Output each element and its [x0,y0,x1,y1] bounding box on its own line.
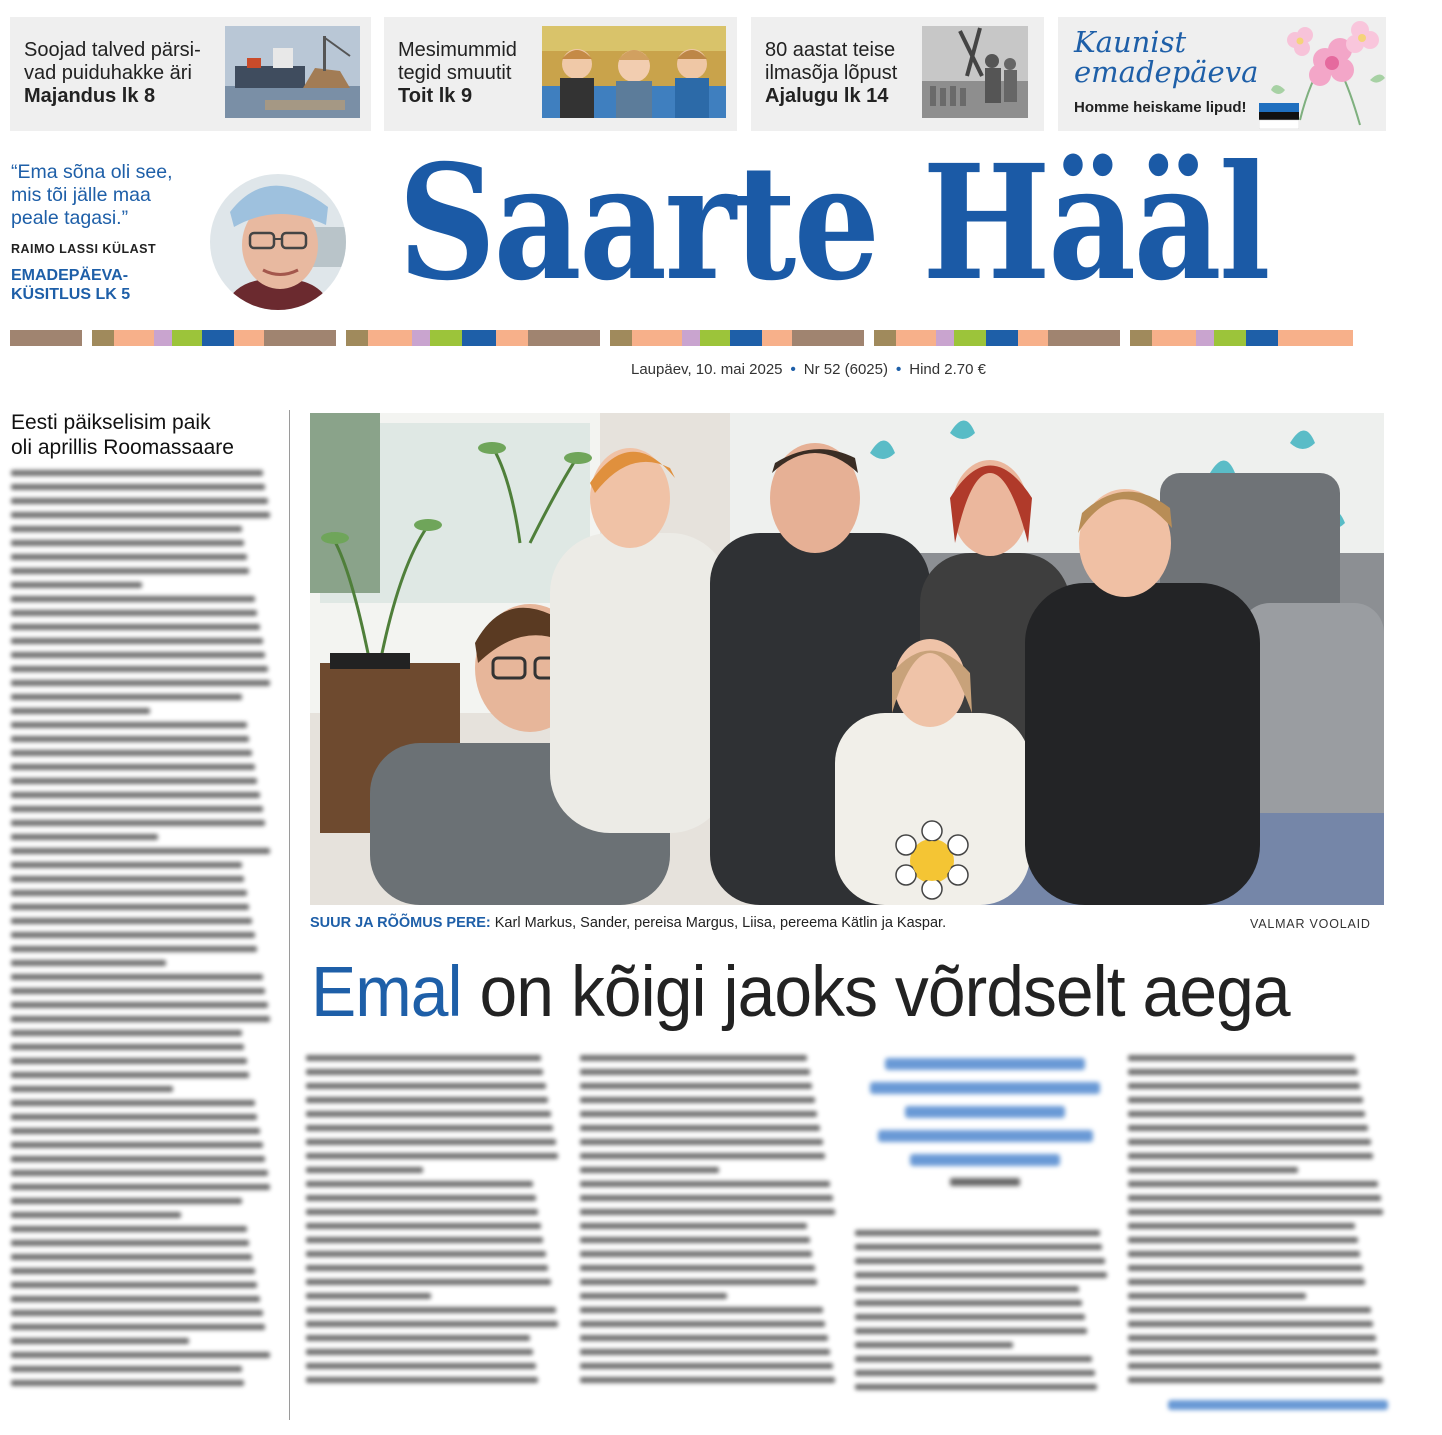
blurred-text-line [580,1181,830,1187]
blurred-text-line [580,1125,820,1131]
blurred-text-line [11,918,252,924]
portrait-avatar [208,167,348,312]
blurred-text-line [306,1055,541,1061]
blurred-text-line [11,596,255,602]
blurred-text-line [1128,1139,1371,1145]
blurred-text-line [306,1097,548,1103]
blurred-text-line [306,1377,538,1383]
blurred-text-line [306,1349,533,1355]
main-headline[interactable] [311,948,1290,1038]
blurred-text-line [306,1167,423,1173]
blurred-text-line [1128,1209,1383,1215]
blurred-text-line [11,876,244,882]
blurred-text-line [1128,1335,1376,1341]
blurred-text-line [580,1153,825,1159]
blurred-text-line [1128,1293,1306,1299]
blurred-text-line [855,1272,1107,1278]
headline-line: Eesti päikselisim paik [11,411,211,434]
blurred-text-line [855,1314,1085,1320]
blurred-text-line [580,1055,807,1061]
blurred-text-line [11,1338,189,1344]
headline-accent: Emal [311,953,462,1032]
dateline: Laupäev, 10. mai 2025 • Nr 52 (6025) • Hind 2.70 € [631,361,986,378]
article-column [1128,1055,1386,1391]
blurred-text-line [1128,1265,1363,1271]
blurred-text-line [11,470,263,476]
blurred-text-line [11,1156,265,1162]
blurred-text-line [11,554,247,560]
blurred-text-line [306,1181,533,1187]
blurred-text-line [580,1223,807,1229]
blurred-text-line [306,1125,553,1131]
blurred-text-line [580,1265,815,1271]
blurred-text-line [306,1139,556,1145]
blurred-text-line [306,1265,548,1271]
teaser-text [765,39,897,108]
blurred-text-line [306,1293,431,1299]
blurred-text-line [855,1258,1105,1264]
teaser-smoothie[interactable] [384,17,737,131]
blurred-text-line [580,1293,727,1299]
blurred-text-line [11,1198,242,1204]
blurred-text-line [306,1321,558,1327]
blurred-text-line [11,680,270,686]
blurred-text-line [11,960,166,966]
blurred-text-line [11,1240,249,1246]
soldiers-icon [922,26,1028,118]
blurred-text-line [306,1195,536,1201]
blurred-text-line [1128,1055,1355,1061]
blurred-text-line [855,1342,1013,1348]
left-article-headline[interactable] [11,410,286,460]
blurred-text-line [11,526,242,532]
blurred-text-line [1128,1237,1358,1243]
blurred-text-line [11,666,268,672]
blurred-text-line [580,1209,835,1215]
blurred-text-line [11,652,265,658]
blurred-text-line [580,1111,817,1117]
blurred-text-line [1128,1251,1360,1257]
pull-quote-blurred [860,1058,1110,1186]
article-column [306,1055,561,1391]
blurred-text-line [11,764,255,770]
photo-caption [310,915,946,931]
blurred-text-line [11,736,249,742]
masthead-logo[interactable]: Saarte Hääl [398,131,1269,316]
teaser-ww2[interactable] [751,17,1044,131]
survey-link-line: EMADEPÄEVA- [11,267,129,284]
blurred-text-line [11,1268,255,1274]
blurred-text-line [1128,1349,1378,1355]
teaser-text [398,39,517,108]
blurred-text-line [11,904,249,910]
promo-title [1074,27,1258,87]
blurred-text-line [1128,1377,1383,1383]
blurred-text-line [855,1244,1102,1250]
blurred-text-line [11,1072,249,1078]
teaser-line: Mesimummid [398,39,517,61]
flowers-icon [1270,0,1386,131]
promo-title-line: emadepäeva [1074,55,1259,89]
blurred-text-line [11,610,257,616]
blurred-text-line [11,582,142,588]
blurred-text-line [580,1335,828,1341]
survey-link-line: KÜSITLUS LK 5 [11,286,131,303]
headline-line: oli aprillis Roomassaare [11,436,234,459]
blurred-text-line [11,624,260,630]
caption-lead: SUUR JA RÕÕMUS PERE: [310,915,491,931]
blurred-text-line [306,1223,541,1229]
blurred-text-line [11,568,249,574]
blurred-text-line [11,1226,247,1232]
teaser-page-ref: Ajalugu lk 14 [765,85,889,107]
blurred-text-line [1128,1195,1381,1201]
blurred-text-line [11,1310,263,1316]
blurred-text-line [11,1058,247,1064]
teaser-text [24,39,201,108]
blurred-text-line [11,484,265,490]
blurred-text-line [580,1167,719,1173]
blurred-text-line [306,1251,546,1257]
blurred-text-line [11,806,263,812]
blurred-text-line [1128,1111,1365,1117]
blurred-text-line [855,1300,1082,1306]
blurred-text-line [11,1044,244,1050]
blurred-text-line [1128,1153,1373,1159]
blurred-text-line [11,848,270,854]
blurred-text-line [580,1251,812,1257]
blurred-text-line [580,1363,833,1369]
teaser-line: ilmasõja lõpust [765,62,898,84]
blurred-text-line [11,1030,242,1036]
blurred-text-line [11,932,255,938]
blurred-text-line [11,1100,255,1106]
blurred-text-line [855,1286,1079,1292]
promo-title-line: Kaunist [1074,25,1187,59]
blurred-text-line [580,1307,823,1313]
blurred-text-line [11,1324,265,1330]
blurred-text-line [11,1086,173,1092]
blurred-text-line [306,1279,551,1285]
blurred-text-line [11,792,260,798]
blurred-text-line [11,1296,260,1302]
blurred-text-line [1128,1279,1365,1285]
blurred-text-line [11,1142,263,1148]
blurred-text-line [855,1230,1100,1236]
blurred-text-line [11,862,242,868]
blurred-text-line [11,1114,257,1120]
blurred-text-line [11,1254,252,1260]
article-column [855,1230,1110,1398]
children-icon [542,26,726,118]
blurred-text-line [306,1083,546,1089]
blurred-text-line [11,1170,268,1176]
blurred-text-line [580,1377,835,1383]
issue-number: Nr 52 (6025) [803,361,888,378]
blurred-text-line [11,1128,260,1134]
headline-rest: on kõigi jaoks võrdselt aega [461,953,1290,1032]
blurred-text-line [11,1282,257,1288]
left-article-body [11,470,273,1394]
blurred-text-line [580,1349,830,1355]
blurred-text-line [580,1097,815,1103]
blurred-text-line [580,1237,810,1243]
blurred-text-line [11,722,247,728]
teaser-page-ref: Toit lk 9 [398,85,473,107]
blurred-text-line [306,1209,538,1215]
blurred-text-line [11,1212,181,1218]
blurred-text-line [11,1002,268,1008]
blurred-text-line [306,1335,530,1341]
blurred-text-line [11,820,265,826]
article-column [580,1055,838,1391]
issue-date: Laupäev, 10. mai 2025 [631,361,783,378]
blurred-text-line [11,540,244,546]
photo-credit: VALMAR VOOLAID [1250,917,1371,931]
quote-author: RAIMO LASSI KÜLAST [11,242,157,256]
blurred-text-line [11,638,263,644]
blurred-text-line [11,708,150,714]
blurred-text-line [306,1069,543,1075]
teaser-line: tegid smuutit [398,62,512,84]
blurred-text-line [11,1184,270,1190]
blurred-text-line [855,1384,1097,1390]
teaser-page-ref: Majandus lk 8 [24,85,156,107]
blurred-text-line [306,1363,536,1369]
blurred-text-line [580,1139,823,1145]
continued-link-blurred[interactable] [1168,1400,1388,1410]
promo-subtitle: Homme heiskame lipud! [1074,99,1247,116]
caption-text: Karl Markus, Sander, pereisa Margus, Liisa, pereema Kätlin ja Kaspar. [490,915,947,931]
blurred-text-line [580,1321,825,1327]
teaser-line: 80 aastat teise [765,39,896,61]
blurred-text-line [580,1195,833,1201]
blurred-text-line [1128,1223,1355,1229]
blurred-text-line [11,1366,242,1372]
blurred-text-line [855,1328,1087,1334]
blurred-text-line [11,498,268,504]
blurred-text-line [855,1370,1095,1376]
blurred-text-line [1128,1125,1368,1131]
blurred-text-line [306,1111,551,1117]
cargo-ship-icon [225,26,360,118]
blurred-text-line [11,750,252,756]
blurred-text-line [1128,1167,1298,1173]
color-stripe [10,330,1385,346]
teaser-line: Soojad talved pärsi- [24,39,201,61]
blurred-text-line [11,946,257,952]
blurred-text-line [11,988,265,994]
family-photo [310,413,1384,905]
blurred-text-line [306,1153,558,1159]
blurred-text-line [11,1352,270,1358]
teaser-wood-chips[interactable] [10,17,371,131]
blurred-text-line [1128,1181,1378,1187]
blurred-text-line [306,1307,556,1313]
blurred-text-line [11,890,247,896]
promo-mothers-day[interactable] [1058,17,1386,131]
blurred-text-line [1128,1083,1360,1089]
blurred-text-line [1128,1069,1358,1075]
issue-price: Hind 2.70 € [909,361,986,378]
blurred-text-line [11,512,270,518]
blurred-text-line [11,694,242,700]
blurred-text-line [580,1279,817,1285]
blurred-text-line [11,834,158,840]
blurred-text-line [11,974,263,980]
blurred-text-line [1128,1321,1373,1327]
blurred-text-line [11,1016,270,1022]
blurred-text-line [580,1069,810,1075]
teaser-line: vad puiduhakke äri [24,62,192,84]
blurred-text-line [11,778,257,784]
blurred-text-line [580,1083,812,1089]
survey-link[interactable] [11,266,130,304]
blurred-text-line [1128,1097,1363,1103]
blurred-text-line [11,1380,244,1386]
pull-quote: “Ema sõna oli see, mis tõi jälle maa peale tagasi.” [11,161,173,229]
blurred-text-line [1128,1363,1381,1369]
blurred-text-line [855,1356,1092,1362]
blurred-text-line [1128,1307,1371,1313]
blurred-text-line [306,1237,543,1243]
column-divider [289,410,290,1420]
